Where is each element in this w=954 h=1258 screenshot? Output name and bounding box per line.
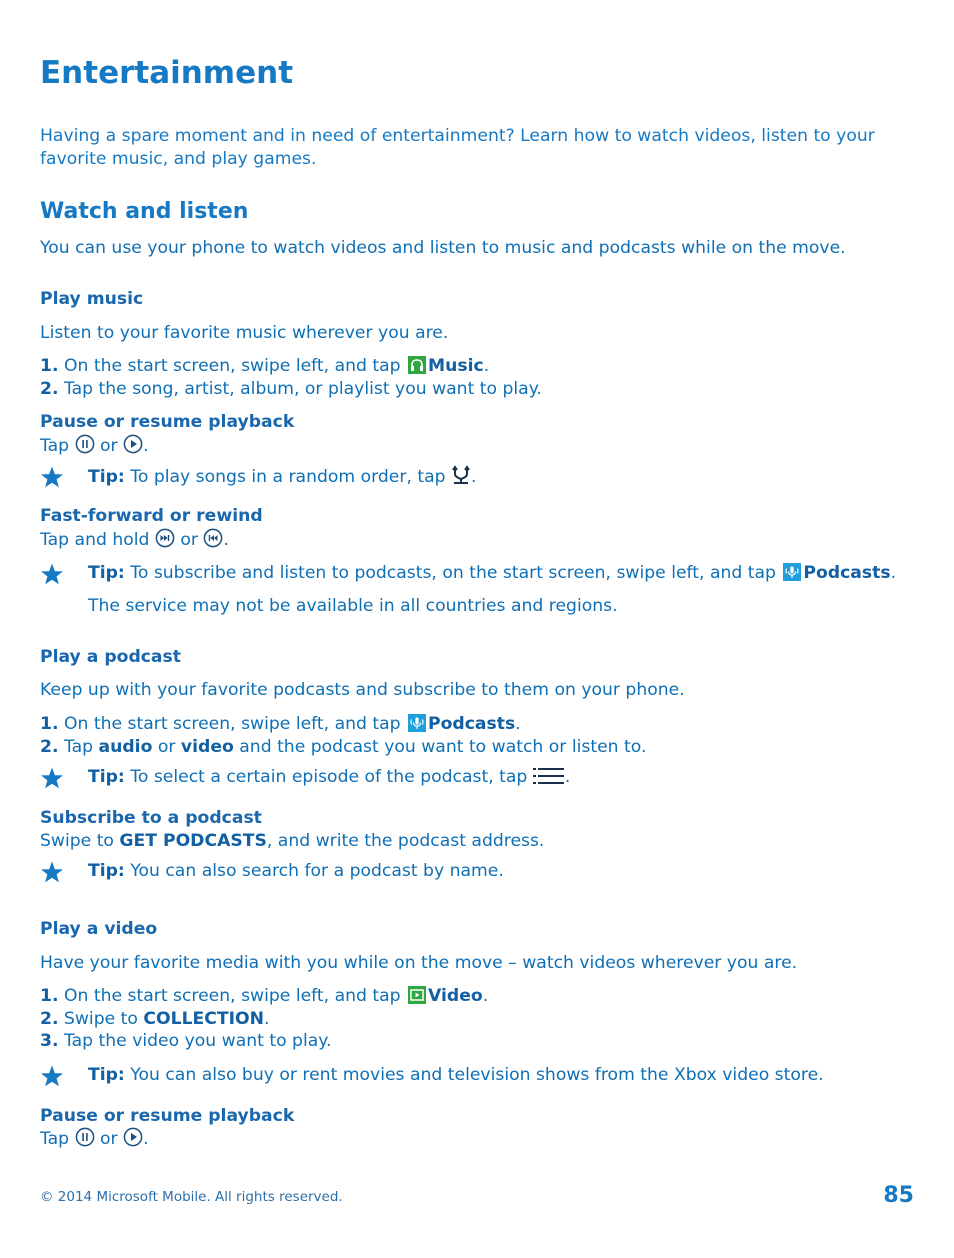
step-number: 2. bbox=[40, 737, 59, 757]
pause-resume-text: Tap or . bbox=[40, 436, 149, 456]
fast-forward-heading: Fast-forward or rewind bbox=[40, 506, 263, 526]
star-icon bbox=[40, 766, 64, 790]
subscribe-text-b: , and write the podcast address. bbox=[266, 831, 545, 851]
podcasts-tile bbox=[783, 563, 801, 581]
step-number: 2. bbox=[40, 1009, 59, 1029]
tip-label: Tip: bbox=[88, 563, 125, 583]
audio-keyword: audio bbox=[98, 737, 153, 757]
list-icon bbox=[533, 767, 565, 785]
step-text-b: and the podcast you want to watch or listen to. bbox=[239, 737, 647, 757]
video-tile bbox=[408, 986, 426, 1004]
video-pause-heading: Pause or resume playback bbox=[40, 1106, 295, 1126]
step-text: Tap the song, artist, album, or playlist you want to play. bbox=[63, 379, 542, 399]
subscribe-heading: Subscribe to a podcast bbox=[40, 808, 262, 828]
music-app-name: Music bbox=[428, 356, 484, 376]
podcasts-tile bbox=[408, 714, 426, 732]
collection-keyword: COLLECTION bbox=[143, 1009, 264, 1029]
subscribe-text-a: Swipe to bbox=[40, 831, 114, 851]
section-description: You can use your phone to watch videos and listen to music and podcasts while on the move. bbox=[40, 238, 846, 258]
tap-hold-label: Tap and hold bbox=[40, 530, 150, 550]
step-number: 1. bbox=[40, 714, 59, 734]
step-text: Tap the video you want to play. bbox=[63, 1031, 332, 1051]
intro-line-2: favorite music, and play games. bbox=[40, 149, 317, 169]
tip-label: Tip: bbox=[88, 767, 125, 787]
play-video-heading: Play a video bbox=[40, 919, 158, 939]
tip-label: Tip: bbox=[88, 1065, 125, 1085]
page-number: 85 bbox=[883, 1183, 914, 1208]
play-podcast-heading: Play a podcast bbox=[40, 647, 181, 667]
star-icon bbox=[40, 1064, 64, 1088]
pause-icon bbox=[75, 434, 95, 454]
rewind-icon bbox=[203, 528, 223, 548]
subscribe-text bbox=[40, 830, 544, 853]
fast-forward-icon bbox=[155, 528, 175, 548]
video-icon bbox=[408, 986, 426, 1004]
play-video-step-3 bbox=[40, 1030, 331, 1053]
music-tile bbox=[408, 356, 426, 374]
podcasts-app-name: Podcasts bbox=[803, 563, 891, 583]
podcast-mic-icon bbox=[783, 563, 801, 581]
or-label: or bbox=[180, 530, 198, 550]
pause-icon bbox=[75, 1127, 95, 1147]
step-number: 1. bbox=[40, 986, 59, 1006]
step-text: On the start screen, swipe left, and tap bbox=[63, 714, 401, 734]
tip-text: To subscribe and listen to podcasts, on the start screen, swipe left, and tap bbox=[130, 563, 776, 583]
shuffle-icon bbox=[451, 465, 471, 485]
star-icon bbox=[40, 562, 64, 586]
video-pause-text: Tap or . bbox=[40, 1129, 149, 1149]
tip-label: Tip: bbox=[88, 861, 125, 881]
or-label: or bbox=[157, 737, 176, 757]
headphones-icon bbox=[408, 356, 426, 374]
tip-label: Tip: bbox=[88, 467, 125, 487]
tap-label: Tap bbox=[40, 436, 70, 456]
step-text: On the start screen, swipe left, and tap bbox=[63, 986, 401, 1006]
podcast-mic-icon bbox=[408, 714, 426, 732]
or-label: or bbox=[100, 1129, 118, 1149]
step-number: 2. bbox=[40, 379, 59, 399]
play-podcast-step-1: 1. On the start screen, swipe left, and tap Podcasts. bbox=[40, 714, 521, 734]
play-music-description: Listen to your favorite music wherever you are. bbox=[40, 323, 449, 343]
step-number: 3. bbox=[40, 1031, 59, 1051]
step-text: Swipe to bbox=[63, 1009, 138, 1029]
get-podcasts-keyword: GET PODCASTS bbox=[119, 831, 267, 851]
tip-text: To select a certain episode of the podcast, tap bbox=[130, 767, 528, 787]
play-music-heading: Play music bbox=[40, 289, 144, 309]
tip-text: To play songs in a random order, tap bbox=[130, 467, 446, 487]
star-icon bbox=[40, 465, 64, 489]
video-keyword: video bbox=[180, 737, 234, 757]
play-video-step-2: 2. Swipe to COLLECTION. bbox=[40, 1009, 270, 1029]
play-icon bbox=[123, 434, 143, 454]
pause-resume-heading: Pause or resume playback bbox=[40, 412, 295, 432]
tip-note: The service may not be available in all countries and regions. bbox=[88, 596, 618, 616]
tip-text: You can also search for a podcast by name. bbox=[130, 861, 504, 881]
footer-copyright: © 2014 Microsoft Mobile. All rights reserved. bbox=[40, 1189, 343, 1205]
play-podcast-description: Keep up with your favorite podcasts and subscribe to them on your phone. bbox=[40, 680, 685, 700]
play-icon bbox=[123, 1127, 143, 1147]
section-heading: Watch and listen bbox=[40, 199, 249, 224]
tip-text: You can also buy or rent movies and television shows from the Xbox video store. bbox=[130, 1065, 824, 1085]
star-icon bbox=[40, 860, 64, 884]
video-app-name: Video bbox=[428, 986, 483, 1006]
play-podcast-step-2 bbox=[40, 736, 646, 759]
step-number: 1. bbox=[40, 356, 59, 376]
play-video-step-1: 1. On the start screen, swipe left, and tap Video. bbox=[40, 986, 489, 1006]
step-text: On the start screen, swipe left, and tap bbox=[63, 356, 401, 376]
tap-label: Tap bbox=[40, 1129, 70, 1149]
play-video-description: Have your favorite media with you while on the move – watch videos wherever you are. bbox=[40, 953, 798, 973]
step-text-a: Tap bbox=[63, 737, 94, 757]
intro-line-1: Having a spare moment and in need of entertainment? Learn how to watch videos, listen to your bbox=[40, 126, 875, 146]
page-title: Entertainment bbox=[40, 55, 294, 91]
podcasts-app-name: Podcasts bbox=[428, 714, 516, 734]
play-music-step-2 bbox=[40, 378, 542, 401]
or-label: or bbox=[100, 436, 118, 456]
fast-forward-text: Tap and hold or . bbox=[40, 530, 229, 550]
play-music-step-1: 1. On the start screen, swipe left, and tap Music. bbox=[40, 356, 490, 376]
